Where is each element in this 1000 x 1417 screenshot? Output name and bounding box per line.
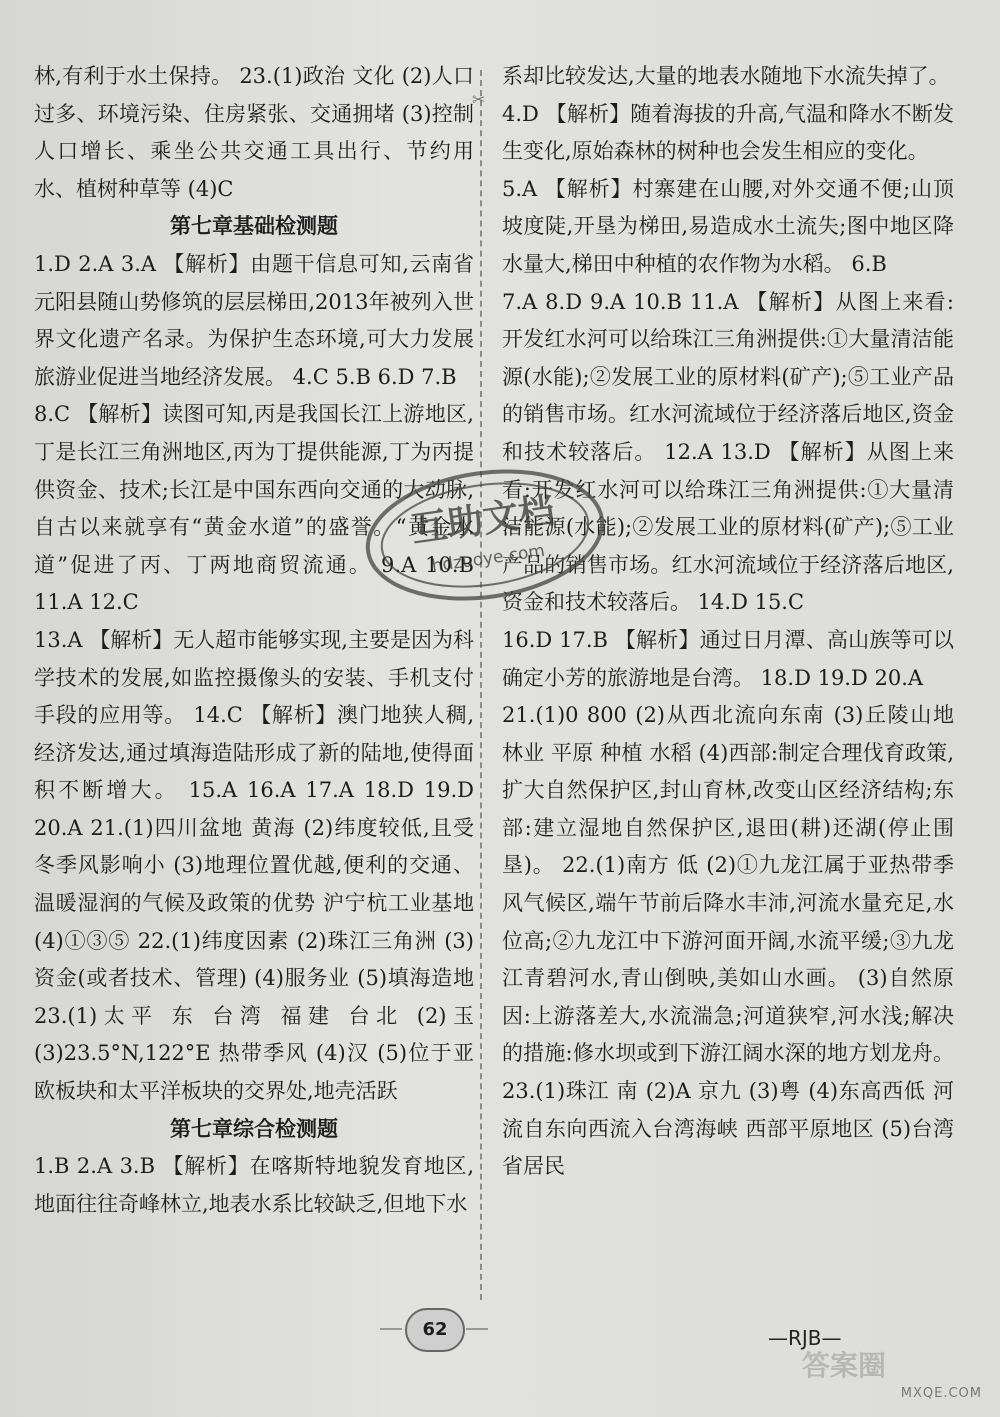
text-block: 林,有利于水土保持。 23.(1)政治 文化 (2)人口过多、环境污染、住房紧张、交通拥堵 (3)控制人口增长、乘坐公共交通工具出行、节约用水、植树种草等 (4)C [34,64,474,201]
left-column [34,58,474,1223]
svg-text:互助文档: 互助文档 [408,490,558,551]
text-block: 13.A 【解析】无人超市能够实现,主要是因为科学技术的发展,如监控摄像头的安装、手机支付手段的应用等。 14.C 【解析】澳门地狭人稠,经济发达,通过填海造陆形成了新的陆地,使得面积不断增大。 15.A 16.A 17.A 18.D 19.D 20.A 21.(1)四川盆地 黄海 (2)纬度较低,且受冬季风影响小 (3)地理位置优越,便利的交通、温暖湿润的气候及政策的优势 沪宁杭工业基地 (4)①③⑤ 22.(1)纬度因素 (2)珠江三角洲 (3)资金(或者技术、管理) (4)服务业 (5)填海造地 23.(1)太平 东 台湾 福建 台北 (2)玉 (3)23.5°N,122°E 热带季风 (4)汉 (5)位于亚欧板块和太平洋板块的交界处,地壳活跃 [34,627,474,1104]
footer-ornament-left [380,1328,402,1330]
section-heading: 第七章综合检测题 [170,1116,338,1141]
svg-text:hdzuoye.com: hdzuoye.com [430,540,547,577]
text-block: 7.A 8.D 9.A 10.B 11.A 【解析】从图上来看:开发红水河可以给珠江三角洲提供:①大量清洁能源(水能);②发展工业的原材料(矿产);⑤工业产品的销售市场。红水河流域位于经济落后地区,资金和技术较落后。 12.A 13.D 【解析】从图上来看:开发红水河可以给珠江三角洲提供:①大量清洁能源(水能);②发展工业的原材料(矿产);⑤工业产品的销售市场。红水河流域位于经济落后地区,资金和技术较落后。 14.D 15.C [502,289,954,615]
page-footer [0,1300,1000,1360]
text-block: 系却比较发达,大量的地表水随地下水流失掉了。 [502,64,950,88]
text-block: 21.(1)0 800 (2)从西北流向东南 (3)丘陵山地 林业 平原 种植 水稻 (4)西部:制定合理伐育政策,扩大自然保护区,封山育林,改变山区经济结构;东部:建立湿地自然保护区,退田(耕)还湖(停止围垦)。 22.(1)南方 低 (2)①九龙江属于亚热带季风气候区,端午节前后降水丰沛,河流水量充足,水位高;②九龙江中下游河面开阔,水流平缓;③九龙江青碧河水,青山倒映,美如山水画。 (3)自然原因:上游落差大,水流湍急;河道狭窄,河水浅;解决的措施:修水坝或到下游江阔水深的地方划龙舟。 23.(1)珠江 南 (2)A 京九 (3)粤 (4)东高西低 河流自东向西流入台湾海峡 西部平原地区 (5)台湾省居民 [502,703,954,1179]
text-block: 1.D 2.A 3.A 【解析】由题干信息可知,云南省元阳县随山势修筑的层层梯田,2013年被列入世界文化遗产名录。为保护生态环境,可大力发展旅游业促进当地经济发展。 4.C 5.B 6.D 7.B [34,251,474,389]
column-divider [480,70,482,1300]
section-heading: 第七章基础检测题 [170,214,338,239]
series-tag: —RJB— [768,1326,842,1350]
text-block: 5.A 【解析】村寨建在山腰,对外交通不便;山顶坡度陡,开垦为梯田,易造成水土流失;图中地区降水量大,梯田中种植的农作物为水稻。 6.B [502,176,954,276]
page-number: 62 [405,1308,465,1352]
text-block: 1.B 2.A 3.B 【解析】在喀斯特地貌发育地区,地面往往奇峰林立,地表水系比较缺乏,但地下水 [34,1154,474,1216]
footer-ornament-right [466,1328,488,1330]
text-block: 4.D 【解析】随着海拔的升高,气温和降水不断发生变化,原始森林的树种也会发生相应的变化。 [502,101,954,164]
right-column [502,58,954,1186]
text-block: 8.C 【解析】读图可知,丙是我国长江上游地区,丁是长江三角洲地区,丙为丁提供能源,丁为丙提供资金、技术;长江是中国东西向交通的大动脉,自古以来就享有“黄金水道”的盛誉。“黄金水道”促进了丙、丁两地商贸流通。 9.A 10.B 11.A 12.C [34,402,474,615]
text-block: 16.D 17.B 【解析】通过日月潭、高山族等可以确定小芳的旅游地是台湾。 18.D 19.D 20.A [502,627,954,690]
scissors-icon: ✂ [472,90,486,109]
corner-url: MXQE.COM [900,1386,982,1401]
svg-text:答案圈: 答案圈 [802,1349,887,1382]
